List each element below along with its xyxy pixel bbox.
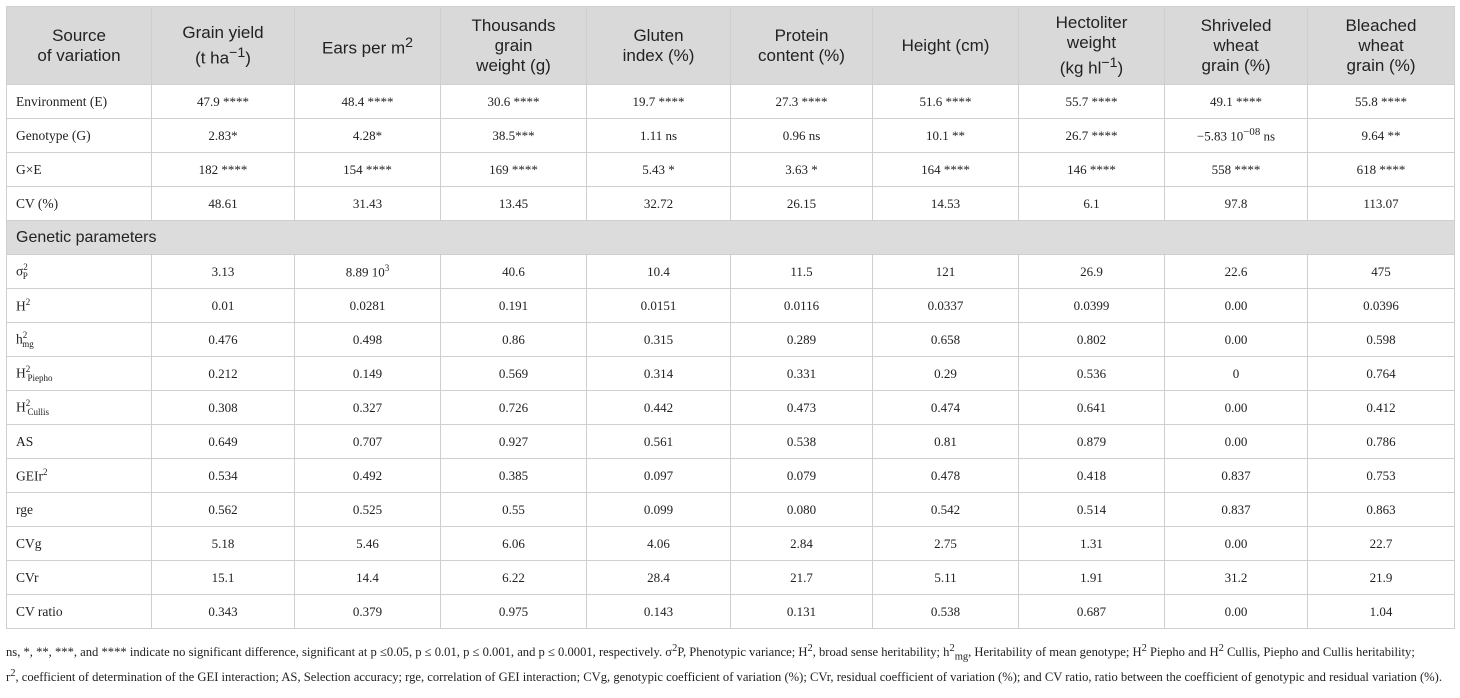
table-cell: 6.22 (441, 561, 587, 595)
table-cell: 40.6 (441, 255, 587, 289)
table-cell: 4.28* (295, 119, 441, 153)
table-cell: 5.18 (152, 527, 295, 561)
table-cell: 31.43 (295, 187, 441, 221)
anova-row (7, 187, 1455, 221)
table-cell: 21.7 (731, 561, 873, 595)
table-cell: 3.13 (152, 255, 295, 289)
table-cell: 27.3 **** (731, 85, 873, 119)
table-cell: 0.498 (295, 323, 441, 357)
table-cell: 0.0151 (587, 289, 731, 323)
table-cell: 0.514 (1019, 493, 1165, 527)
table-cell: 0.534 (152, 459, 295, 493)
table-cell: 0.331 (731, 357, 873, 391)
table-cell: 10.4 (587, 255, 731, 289)
table-cell: 0.707 (295, 425, 441, 459)
anova-row (7, 85, 1455, 119)
table-cell: 0.473 (731, 391, 873, 425)
table-cell: 113.07 (1308, 187, 1455, 221)
table-cell: 22.7 (1308, 527, 1455, 561)
table-cell: 2.83* (152, 119, 295, 153)
table-cell: 0.658 (873, 323, 1019, 357)
table-cell: 0.0399 (1019, 289, 1165, 323)
table-cell: 0.879 (1019, 425, 1165, 459)
table-cell: 558 **** (1165, 153, 1308, 187)
table-cell: 0.474 (873, 391, 1019, 425)
table-cell: 26.9 (1019, 255, 1165, 289)
header-bleached-wheat-grain: Bleached wheat grain (%) (1308, 7, 1455, 85)
table-cell: 0.079 (731, 459, 873, 493)
table-cell: 618 **** (1308, 153, 1455, 187)
table-cell: 0.00 (1165, 527, 1308, 561)
row-label: G×E (7, 153, 152, 187)
table-cell: 32.72 (587, 187, 731, 221)
table-cell: 0.097 (587, 459, 731, 493)
table-cell: 0.837 (1165, 459, 1308, 493)
header-gluten-index: Gluten index (%) (587, 7, 731, 85)
table-cell: 0.478 (873, 459, 1019, 493)
table-cell: 55.7 **** (1019, 85, 1165, 119)
header-height: Height (cm) (873, 7, 1019, 85)
table-cell: 0.927 (441, 425, 587, 459)
table-cell: 22.6 (1165, 255, 1308, 289)
table-cell: 4.06 (587, 527, 731, 561)
genetic-row (7, 527, 1455, 561)
table-cell: 28.4 (587, 561, 731, 595)
table-cell: 0.837 (1165, 493, 1308, 527)
table-cell: 0.149 (295, 357, 441, 391)
table-cell: 0.641 (1019, 391, 1165, 425)
genetic-row (7, 357, 1455, 391)
table-cell: 0.385 (441, 459, 587, 493)
header-grain-yield: Grain yield (t $ha^{-1}$) (152, 7, 295, 85)
table-footnote: ns, *, **, ***, and **** indicate no significant difference, significant at p ≤0.05, p ≤ 0.01, p ≤ 0.001, and p ≤ 0.0001, respectively. $\sigma^2P$, Phenotypic variance; $H^2$, broad sense heritability; $h^2_{mg}$, Heritability of mean genotype; $H^2$ Piepho and $H^2$ Cullis, Piepho and Cullis heritability; $r^2$, coefficient of determination of the GEI interaction; AS, Selection accuracy; rge, correlation of GEI interaction; CVg, genotypic coefficient of variation (%); CVr, residual coefficient of variation (%); and CV ratio, ratio between the coefficient of genotypic and residual variation (%). (6, 643, 1443, 684)
table-cell: 11.5 (731, 255, 873, 289)
table-cell: 0.00 (1165, 289, 1308, 323)
table-cell: 19.7 **** (587, 85, 731, 119)
header-hectoliter-weight: Hectoliter weight (kg $hl^{-1}$) (1019, 7, 1165, 85)
table-cell: 0.476 (152, 323, 295, 357)
header-thousands-grain-weight: Thousands grain weight (g) (441, 7, 587, 85)
table-cell: 0.00 (1165, 595, 1308, 629)
table-cell: 38.5*** (441, 119, 587, 153)
table-cell: 15.1 (152, 561, 295, 595)
table-cell: 146 **** (1019, 153, 1165, 187)
table-cell: 47.9 **** (152, 85, 295, 119)
table-cell: 48.61 (152, 187, 295, 221)
row-label: CVr (7, 561, 152, 595)
table-cell: 0.289 (731, 323, 873, 357)
table-cell: 0.0281 (295, 289, 441, 323)
table-cell: 0.786 (1308, 425, 1455, 459)
table-cell: 475 (1308, 255, 1455, 289)
table-cell: 0 (1165, 357, 1308, 391)
table-cell: 13.45 (441, 187, 587, 221)
genetic-row (7, 391, 1455, 425)
table-cell: 0.327 (295, 391, 441, 425)
table-cell: 0.96 ns (731, 119, 873, 153)
table-cell: 0.143 (587, 595, 731, 629)
table-cell: 0.0337 (873, 289, 1019, 323)
table-cell: 0.538 (731, 425, 873, 459)
row-label: $H^2$ (7, 289, 152, 323)
table-cell: 0.00 (1165, 425, 1308, 459)
table-cell: 21.9 (1308, 561, 1455, 595)
table-cell: 164 **** (873, 153, 1019, 187)
table-cell: 49.1 **** (1165, 85, 1308, 119)
table-cell: 0.81 (873, 425, 1019, 459)
table-cell: 0.0396 (1308, 289, 1455, 323)
table-cell: 9.64 ** (1308, 119, 1455, 153)
row-label: GEIr$^2$ (7, 459, 152, 493)
genetic-row (7, 493, 1455, 527)
genetic-row (7, 323, 1455, 357)
anova-row (7, 153, 1455, 187)
table-cell: 0.01 (152, 289, 295, 323)
genetic-row (7, 255, 1455, 289)
table-cell: 0.099 (587, 493, 731, 527)
anova-row (7, 119, 1455, 153)
table-body (7, 85, 1455, 629)
data-table-container (6, 6, 1454, 629)
row-label: CVg (7, 527, 152, 561)
row-label: CV ratio (7, 595, 152, 629)
table-cell: 5.11 (873, 561, 1019, 595)
table-cell: 0.315 (587, 323, 731, 357)
table-cell: 1.31 (1019, 527, 1165, 561)
table-cell: 14.53 (873, 187, 1019, 221)
table-cell: 2.84 (731, 527, 873, 561)
table-cell: 0.562 (152, 493, 295, 527)
table-cell: 0.542 (873, 493, 1019, 527)
table-cell: 0.687 (1019, 595, 1165, 629)
table-cell: 0.418 (1019, 459, 1165, 493)
row-label: Genotype (G) (7, 119, 152, 153)
table-cell: 1.11 ns (587, 119, 731, 153)
header-protein-content: Protein content (%) (731, 7, 873, 85)
row-label: CV (%) (7, 187, 152, 221)
table-cell: 0.525 (295, 493, 441, 527)
table-cell: 0.314 (587, 357, 731, 391)
genetic-row (7, 289, 1455, 323)
genetic-row (7, 595, 1455, 629)
table-cell: 0.131 (731, 595, 873, 629)
table-cell: 121 (873, 255, 1019, 289)
genetic-row (7, 459, 1455, 493)
table-cell: 0.442 (587, 391, 731, 425)
table-cell: 0.649 (152, 425, 295, 459)
table-cell: 31.2 (1165, 561, 1308, 595)
table-cell: 0.00 (1165, 323, 1308, 357)
section-row (7, 221, 1455, 255)
anova-table (6, 6, 1455, 629)
table-cell: 0.536 (1019, 357, 1165, 391)
table-cell: 55.8 **** (1308, 85, 1455, 119)
table-cell: 0.212 (152, 357, 295, 391)
table-cell: 0.538 (873, 595, 1019, 629)
header-source: Source of variation (7, 7, 152, 85)
table-cell: 0.379 (295, 595, 441, 629)
genetic-row (7, 561, 1455, 595)
table-cell: 0.080 (731, 493, 873, 527)
table-cell: 0.343 (152, 595, 295, 629)
table-cell: 182 **** (152, 153, 295, 187)
table-cell: 14.4 (295, 561, 441, 595)
row-label: AS (7, 425, 152, 459)
row-label: rge (7, 493, 152, 527)
table-cell: 0.764 (1308, 357, 1455, 391)
table-cell: 5.46 (295, 527, 441, 561)
table-cell: 0.191 (441, 289, 587, 323)
table-cell: 5.43 * (587, 153, 731, 187)
row-label: $H^2$ $_{Cullis}$ (7, 391, 152, 425)
section-title: Genetic parameters (7, 221, 1455, 255)
table-cell: 0.308 (152, 391, 295, 425)
table-cell: 6.1 (1019, 187, 1165, 221)
table-cell: 0.0116 (731, 289, 873, 323)
row-label: $H^2$ $_{Piepho}$ (7, 357, 152, 391)
table-cell: 8.89 $10^3$ (295, 255, 441, 289)
table-cell: 26.7 **** (1019, 119, 1165, 153)
header-shriveled-wheat-grain: Shriveled wheat grain (%) (1165, 7, 1308, 85)
table-cell: 0.55 (441, 493, 587, 527)
table-cell: 0.726 (441, 391, 587, 425)
row-label: Environment (E) (7, 85, 152, 119)
table-cell: 1.91 (1019, 561, 1165, 595)
table-cell: 0.598 (1308, 323, 1455, 357)
table-cell: 0.863 (1308, 493, 1455, 527)
row-label: $h^2_{mg}$ (7, 323, 152, 357)
table-cell: 26.15 (731, 187, 873, 221)
table-cell: 3.63 * (731, 153, 873, 187)
table-cell: 10.1 ** (873, 119, 1019, 153)
table-cell: 154 **** (295, 153, 441, 187)
table-cell: −5.83 $10^{-08}$ ns (1165, 119, 1308, 153)
table-cell: 0.00 (1165, 391, 1308, 425)
table-cell: 48.4 **** (295, 85, 441, 119)
header-row (7, 7, 1455, 85)
table-cell: 169 **** (441, 153, 587, 187)
table-cell: 0.802 (1019, 323, 1165, 357)
table-cell: 0.492 (295, 459, 441, 493)
table-cell: 0.29 (873, 357, 1019, 391)
table-cell: 6.06 (441, 527, 587, 561)
header-ears-per-m2: Ears per $m^2$ (295, 7, 441, 85)
table-cell: 51.6 **** (873, 85, 1019, 119)
table-cell: 0.86 (441, 323, 587, 357)
genetic-row (7, 425, 1455, 459)
table-cell: 2.75 (873, 527, 1019, 561)
row-label: $\sigma^2_P$ (7, 255, 152, 289)
table-cell: 0.412 (1308, 391, 1455, 425)
table-cell: 97.8 (1165, 187, 1308, 221)
table-cell: 0.569 (441, 357, 587, 391)
table-cell: 30.6 **** (441, 85, 587, 119)
table-cell: 0.975 (441, 595, 587, 629)
table-cell: 1.04 (1308, 595, 1455, 629)
table-cell: 0.753 (1308, 459, 1455, 493)
table-cell: 0.561 (587, 425, 731, 459)
